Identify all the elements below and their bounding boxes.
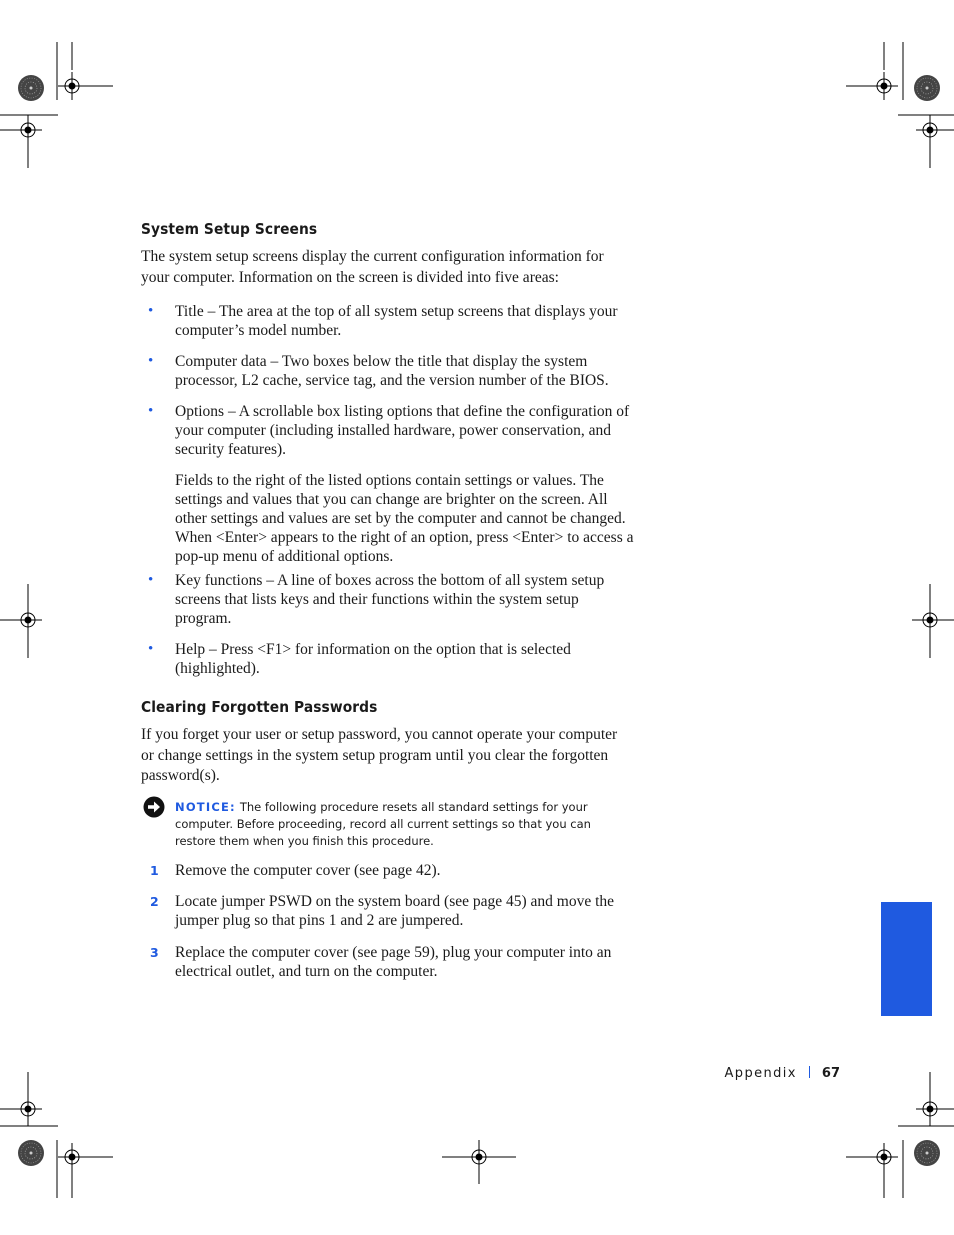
bullet-text: Title – The area at the top of all system setup screens that displays your computer’s model number. (175, 303, 618, 339)
step-number: 2 (150, 894, 159, 909)
bullet-icon: • (148, 303, 154, 319)
section-heading-system-setup-screens: System Setup Screens (141, 220, 318, 238)
bullet-icon: • (148, 353, 154, 369)
bullet-text: Key functions – A line of boxes across the bottom of all system setup screens that lists keys and their functions within the system setup program. (175, 572, 605, 627)
bullet-text: Computer data – Two boxes below the title that display the system processor, L2 cache, service tag, and the version number of the BIOS. (175, 353, 609, 389)
notice-box (175, 799, 615, 850)
step-text: Replace the computer cover (see page 59), plug your computer into an electrical outlet, and turn on the computer. (175, 944, 612, 980)
step-text: Remove the computer cover (see page 42). (175, 862, 441, 879)
bullet-icon: • (148, 572, 154, 588)
section-intro-paragraph: If you forget your user or setup password, you cannot operate your computer or change settings in the system setup program until you clear the forgotten password(s). (141, 726, 618, 784)
footer-section-name: Appendix (724, 1066, 797, 1081)
page-footer (700, 1066, 840, 1081)
page-number: 67 (821, 1066, 840, 1081)
step-text: Locate jumper PSWD on the system board (see page 45) and move the jumper plug so that pins 1 and 2 are jumpered. (175, 893, 615, 929)
bullet-icon: • (148, 641, 154, 657)
notice-label: NOTICE: (175, 800, 236, 814)
step-number: 1 (150, 863, 159, 878)
bullet-text: Help – Press <F1> for information on the option that is selected (highlighted). (175, 641, 571, 677)
arrow-right-circle-icon (143, 796, 165, 818)
section-heading-clearing-passwords: Clearing Forgotten Passwords (141, 698, 378, 716)
bullet-text: Options – A scrollable box listing options that define the configuration of your computer (including installed hardware, power conservation, and security features). (175, 403, 630, 458)
bullet-icon: • (148, 403, 154, 419)
step-number: 3 (150, 945, 159, 960)
footer-separator (809, 1066, 810, 1078)
chapter-thumb-tab (881, 902, 932, 1016)
notice-text: The following procedure resets all standard settings for your computer. Before proceeding, record all current settings so that you can restore them when you finish this procedure. (175, 800, 591, 848)
section-intro-paragraph: The system setup screens display the current configuration information for your computer. Information on the screen is divided into five areas: (141, 248, 604, 286)
options-followup-paragraph: Fields to the right of the listed options contain settings or values. The settings and values that you can change are brighter on the screen. All other settings and values are set by the computer and cannot be changed. When <Enter> appears to the right of an option, press <Enter> to access a pop-up menu of additional options. (175, 472, 634, 565)
